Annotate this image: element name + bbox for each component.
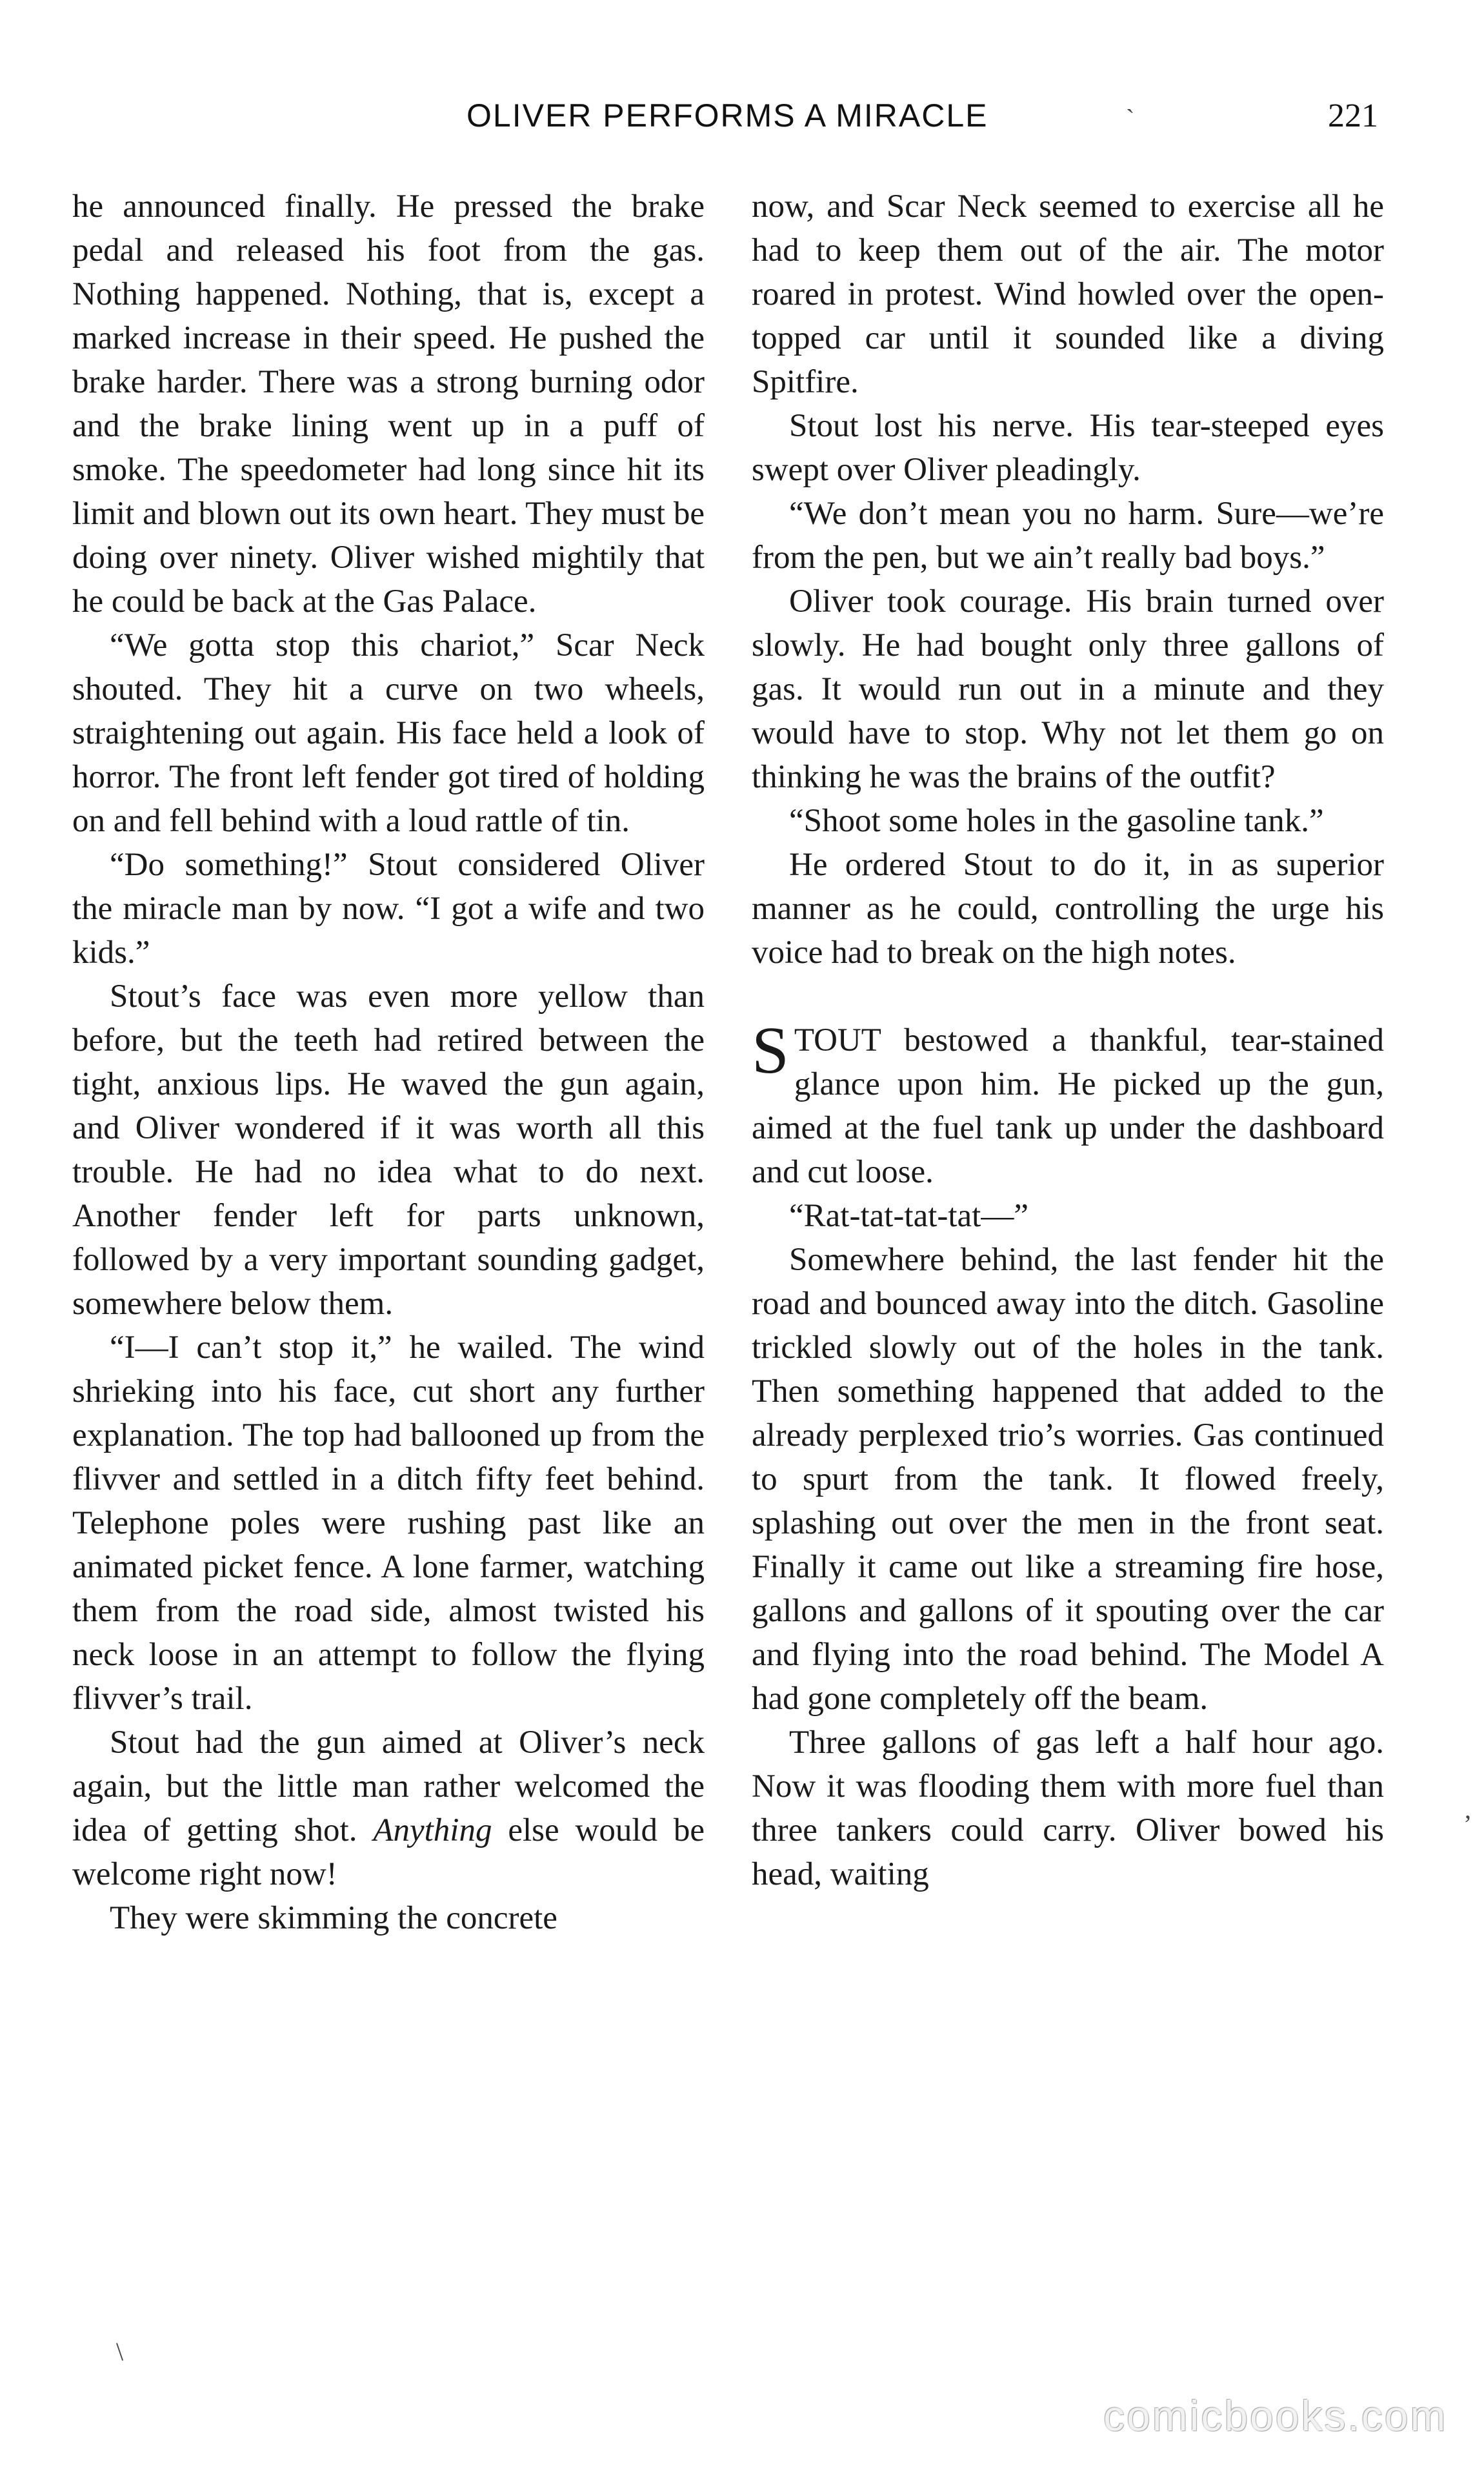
print-speck: , <box>1465 1795 1471 1824</box>
emphasized-word: Anything <box>373 1812 492 1848</box>
print-speck: ˋ <box>1126 104 1135 133</box>
paragraph-text: Stout had the gun aimed at Oliver’s neck again, but the little man rather welcomed the idea of getting shot. <box>72 1725 705 1848</box>
paragraph: now, and Scar Neck seemed to exercise all he had to keep them out of the air. The motor roared in protest. Wind howled over the open-topped car until it sounded like a diving Spitfire. <box>752 188 1384 400</box>
paragraph: Somewhere behind, the last fender hit the road and bounced away into the ditch. Gasoline trickled slowly out of the holes in the tank. Then something happened that added to the already perplexed trio’s worries. Gas continued to spurt from the tank. It flowed freely, splashing out over the men in the front seat. Finally it came out like a streaming fire hose, gallons and gallons of it spouting over the car and flying into the road behind. The Model A had gone completely off the beam. <box>752 1242 1384 1717</box>
page-number: 221 <box>1328 97 1378 134</box>
paragraph-text: else would be welcome right now! <box>72 1812 705 1892</box>
paragraph-text: TOUT bestowed a thankful, tear-stained glance upon him. He picked up the gun, aimed at the fuel tank up under the dashboard and cut loose. <box>752 1022 1384 1190</box>
paragraph: “I—I can’t stop it,” he wailed. The wind shrieking into his face, cut short any further explanation. The top had ballooned up from the flivver and settled in a ditch fifty feet behind. Telephone poles were rushing past like an animated picket fence. A lone farmer, watching them from the road side, almost twisted his neck loose in an attempt to follow the flying flivver’s trail. <box>72 1330 705 1717</box>
paragraph: Oliver took courage. His brain turned over slowly. He had bought only three gallons of gas. It would run out in a minute and they would have to stop. Why not let them go on thinking he was the brains of the outfit? <box>752 583 1384 795</box>
drop-cap: S <box>752 1013 789 1087</box>
paragraph: “Rat-tat-tat-tat—” <box>789 1198 1028 1234</box>
right-text-column <box>752 185 1384 1896</box>
section-opening-paragraph <box>752 1013 1384 1194</box>
paragraph: Stout’s face was even more yellow than before, but the teeth had retired between the tight, anxious lips. He waved the gun again, and Oliver wondered if it was worth all this trouble. He had no idea what to do next. Another fender left for parts unknown, followed by a very important sounding gadget, somewhere below them. <box>72 978 705 1322</box>
paragraph: Stout lost his nerve. His tear-steeped eyes swept over Oliver pleadingly. <box>752 408 1384 488</box>
paragraph: “We gotta stop this chariot,” Scar Neck shouted. They hit a curve on two wheels, straightening out again. His face held a look of horror. The front left fender got tired of holding on and fell behind with a loud rattle of tin. <box>72 627 705 839</box>
running-head-title: OLIVER PERFORMS A MIRACLE <box>466 97 988 134</box>
watermark: comicbooks.com <box>1103 2392 1448 2440</box>
paragraph: “Do something!” Stout considered Oliver the miracle man by now. “I got a wife and two kids.” <box>72 847 705 971</box>
paragraph: He ordered Stout to do it, in as superior manner as he could, controlling the urge his voice had to break on the high notes. <box>752 847 1384 971</box>
paragraph: he announced finally. He pressed the brake pedal and released his foot from the gas. Nothing happened. Nothing, that is, except a marked increase in their speed. He pushed the brake harder. There was a strong burning odor and the brake lining went up in a puff of smoke. The speedometer had long since hit its limit and blown out its own heart. They must be doing over ninety. Oliver wished mightily that he could be back at the Gas Palace. <box>72 188 705 620</box>
paragraph: “We don’t mean you no harm. Sure—we’re from the pen, but we ain’t really bad boys.” <box>752 496 1384 576</box>
print-speck: \ <box>116 2337 124 2366</box>
paragraph: Three gallons of gas left a half hour ago. Now it was flooding them with more fuel than three tankers could carry. Oliver bowed his head, waiting <box>752 1725 1384 1892</box>
paragraph: They were skimming the concrete <box>110 1900 557 1936</box>
paragraph <box>72 1721 705 1896</box>
left-text-column <box>72 185 705 1940</box>
paragraph: “Shoot some holes in the gasoline tank.” <box>789 803 1324 839</box>
